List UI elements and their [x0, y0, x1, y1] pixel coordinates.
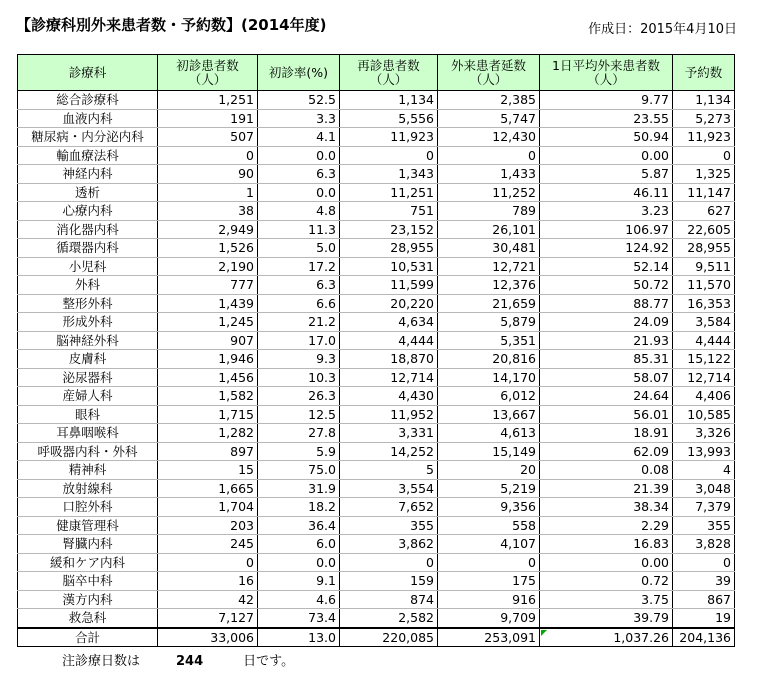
cell-revisit-patients: 11,599	[340, 276, 438, 295]
cell-daily-average: 106.97	[540, 220, 673, 239]
cell-first-visit-rate: 4.8	[258, 202, 340, 221]
cell-daily-average: 39.79	[540, 609, 673, 628]
cell-first-visit-patients: 1,526	[158, 239, 258, 258]
cell-revisit-patients: 11,923	[340, 128, 438, 147]
table-row	[18, 128, 735, 147]
cell-first-visit-patients: 1,251	[158, 91, 258, 110]
table-row	[18, 276, 735, 295]
cell-daily-average: 5.87	[540, 165, 673, 184]
table-row	[18, 461, 735, 480]
cell-department: 糖尿病・内分泌内科	[18, 128, 158, 147]
cell-daily-average: 50.72	[540, 276, 673, 295]
cell-first-visit-rate: 5.9	[258, 442, 340, 461]
cell-first-visit-patients: 1	[158, 183, 258, 202]
cell-first-visit-rate: 6.3	[258, 165, 340, 184]
cell-flag-icon	[541, 630, 547, 636]
cell-reservations: 39	[673, 572, 735, 591]
cell-daily-average: 50.94	[540, 128, 673, 147]
cell-department: 小児科	[18, 257, 158, 276]
cell-daily-average: 62.09	[540, 442, 673, 461]
cell-first-visit-rate: 21.2	[258, 313, 340, 332]
table-row	[18, 479, 735, 498]
cell-first-visit-rate: 3.3	[258, 109, 340, 128]
cell-daily-average: 2.29	[540, 516, 673, 535]
cell-department: 放射線科	[18, 479, 158, 498]
cell-daily-average: 124.92	[540, 239, 673, 258]
cell-first-visit-patients: 1,282	[158, 424, 258, 443]
cell-first-visit-patients: 7,127	[158, 609, 258, 628]
cell-first-visit-patients: 15	[158, 461, 258, 480]
note-label: 注診療日数は	[62, 654, 141, 669]
cell-reservations: 1,134	[673, 91, 735, 110]
cell-total-outpatients: 175	[438, 572, 540, 591]
cell-first-visit-rate: 0.0	[258, 183, 340, 202]
table-row	[18, 387, 735, 406]
cell-daily-average: 24.09	[540, 313, 673, 332]
cell-revisit-patients: 2,582	[340, 609, 438, 628]
cell-daily-average: 46.11	[540, 183, 673, 202]
cell-first-visit-rate: 12.5	[258, 405, 340, 424]
table-row	[18, 609, 735, 628]
cell-reservations: 0	[673, 146, 735, 165]
cell-first-visit-patients: 0	[158, 553, 258, 572]
cell-first-visit-patients: 1,582	[158, 387, 258, 406]
cell-first-visit-rate: 6.6	[258, 294, 340, 313]
cell-department: 透析	[18, 183, 158, 202]
cell-total-outpatients: 13,667	[438, 405, 540, 424]
cell-first-visit-rate: 0.0	[258, 553, 340, 572]
created-date: 作成日：2015年4月10日	[588, 22, 737, 37]
cell-total-outpatients: 253,091	[438, 628, 540, 647]
cell-revisit-patients: 751	[340, 202, 438, 221]
cell-reservations: 11,570	[673, 276, 735, 295]
cell-total-outpatients: 6,012	[438, 387, 540, 406]
cell-first-visit-patients: 1,715	[158, 405, 258, 424]
header-total-outpatients: 外来患者延数 （人）	[438, 55, 540, 91]
cell-first-visit-patients: 191	[158, 109, 258, 128]
footnote	[62, 650, 294, 669]
cell-first-visit-rate: 4.1	[258, 128, 340, 147]
cell-daily-average: 18.91	[540, 424, 673, 443]
table-row	[18, 183, 735, 202]
cell-department: 産婦人科	[18, 387, 158, 406]
cell-department: 呼吸器内科・外科	[18, 442, 158, 461]
cell-reservations: 3,584	[673, 313, 735, 332]
header-revisit-patients: 再診患者数 （人）	[340, 55, 438, 91]
cell-department: 腎臓内科	[18, 535, 158, 554]
table-row	[18, 257, 735, 276]
cell-total-outpatients: 558	[438, 516, 540, 535]
cell-revisit-patients: 7,652	[340, 498, 438, 517]
table-row	[18, 91, 735, 110]
cell-total-outpatients: 5,879	[438, 313, 540, 332]
cell-first-visit-rate: 0.0	[258, 146, 340, 165]
cell-total-outpatients: 20	[438, 461, 540, 480]
cell-reservations: 7,379	[673, 498, 735, 517]
cell-first-visit-rate: 36.4	[258, 516, 340, 535]
cell-first-visit-patients: 1,665	[158, 479, 258, 498]
note-unit: 日です。	[243, 654, 295, 669]
cell-department: 輸血療法科	[18, 146, 158, 165]
cell-first-visit-patients: 90	[158, 165, 258, 184]
cell-first-visit-patients: 897	[158, 442, 258, 461]
cell-daily-average: 9.77	[540, 91, 673, 110]
cell-total-outpatients: 9,356	[438, 498, 540, 517]
cell-total-outpatients: 5,219	[438, 479, 540, 498]
cell-total-outpatients: 0	[438, 146, 540, 165]
cell-first-visit-patients: 2,190	[158, 257, 258, 276]
cell-department: 脳神経外科	[18, 331, 158, 350]
cell-total-outpatients: 11,252	[438, 183, 540, 202]
cell-revisit-patients: 4,444	[340, 331, 438, 350]
table-row	[18, 331, 735, 350]
cell-total-outpatients: 12,430	[438, 128, 540, 147]
cell-total-outpatients: 12,721	[438, 257, 540, 276]
cell-reservations: 0	[673, 553, 735, 572]
cell-department: 泌尿器科	[18, 368, 158, 387]
table-row	[18, 239, 735, 258]
cell-department: 血液内科	[18, 109, 158, 128]
cell-reservations: 11,923	[673, 128, 735, 147]
cell-department: 緩和ケア内科	[18, 553, 158, 572]
header-daily-average: 1日平均外来患者数 （人）	[540, 55, 673, 91]
outpatient-table	[17, 54, 735, 647]
cell-reservations: 15,122	[673, 350, 735, 369]
cell-department: 口腔外科	[18, 498, 158, 517]
cell-first-visit-rate: 5.0	[258, 239, 340, 258]
table-row	[18, 109, 735, 128]
cell-reservations: 13,993	[673, 442, 735, 461]
cell-revisit-patients: 874	[340, 590, 438, 609]
cell-daily-average: 16.83	[540, 535, 673, 554]
cell-first-visit-patients: 38	[158, 202, 258, 221]
cell-first-visit-patients: 16	[158, 572, 258, 591]
cell-first-visit-rate: 27.8	[258, 424, 340, 443]
cell-total-outpatients: 2,385	[438, 91, 540, 110]
cell-daily-average: 52.14	[540, 257, 673, 276]
cell-revisit-patients: 14,252	[340, 442, 438, 461]
cell-department: 脳卒中科	[18, 572, 158, 591]
cell-daily-average: 23.55	[540, 109, 673, 128]
cell-reservations: 867	[673, 590, 735, 609]
cell-first-visit-patients: 907	[158, 331, 258, 350]
cell-total-outpatients: 14,170	[438, 368, 540, 387]
cell-total-outpatients: 1,433	[438, 165, 540, 184]
cell-revisit-patients: 3,862	[340, 535, 438, 554]
table-row	[18, 313, 735, 332]
table-row	[18, 165, 735, 184]
cell-first-visit-rate: 9.3	[258, 350, 340, 369]
cell-daily-average: 88.77	[540, 294, 673, 313]
cell-department: 耳鼻咽喉科	[18, 424, 158, 443]
cell-first-visit-rate: 26.3	[258, 387, 340, 406]
cell-daily-average: 56.01	[540, 405, 673, 424]
cell-daily-average: 58.07	[540, 368, 673, 387]
cell-reservations: 3,326	[673, 424, 735, 443]
cell-reservations: 11,147	[673, 183, 735, 202]
cell-revisit-patients: 10,531	[340, 257, 438, 276]
cell-department: 皮膚科	[18, 350, 158, 369]
cell-reservations: 3,048	[673, 479, 735, 498]
cell-reservations: 3,828	[673, 535, 735, 554]
table-row	[18, 220, 735, 239]
cell-revisit-patients: 20,220	[340, 294, 438, 313]
cell-reservations: 28,955	[673, 239, 735, 258]
cell-revisit-patients: 11,251	[340, 183, 438, 202]
cell-total-outpatients: 9,709	[438, 609, 540, 628]
cell-department: 健康管理科	[18, 516, 158, 535]
cell-reservations: 355	[673, 516, 735, 535]
table-row	[18, 498, 735, 517]
table-row	[18, 553, 735, 572]
cell-revisit-patients: 23,152	[340, 220, 438, 239]
cell-first-visit-rate: 11.3	[258, 220, 340, 239]
cell-department: 漢方内科	[18, 590, 158, 609]
cell-revisit-patients: 159	[340, 572, 438, 591]
cell-daily-average: 0.72	[540, 572, 673, 591]
cell-first-visit-patients: 1,456	[158, 368, 258, 387]
table-row	[18, 442, 735, 461]
cell-revisit-patients: 355	[340, 516, 438, 535]
cell-department: 救急科	[18, 609, 158, 628]
header-first-visit-rate: 初診率(%)	[258, 55, 340, 91]
cell-reservations: 5,273	[673, 109, 735, 128]
cell-department: 眼科	[18, 405, 158, 424]
cell-first-visit-rate: 18.2	[258, 498, 340, 517]
table-body	[18, 91, 735, 647]
cell-revisit-patients: 5,556	[340, 109, 438, 128]
cell-department: 神経内科	[18, 165, 158, 184]
cell-total-outpatients: 0	[438, 553, 540, 572]
cell-revisit-patients: 12,714	[340, 368, 438, 387]
cell-first-visit-rate: 73.4	[258, 609, 340, 628]
cell-first-visit-rate: 9.1	[258, 572, 340, 591]
cell-daily-average: 21.93	[540, 331, 673, 350]
page-title: 【診療科別外来患者数・予約数】(2014年度)	[16, 16, 327, 34]
header-first-visit-patients: 初診患者数 （人）	[158, 55, 258, 91]
table-row	[18, 572, 735, 591]
cell-department: 合計	[18, 628, 158, 647]
cell-total-outpatients: 5,351	[438, 331, 540, 350]
table-row	[18, 146, 735, 165]
cell-first-visit-patients: 1,946	[158, 350, 258, 369]
cell-reservations: 16,353	[673, 294, 735, 313]
cell-first-visit-patients: 507	[158, 128, 258, 147]
table-row	[18, 590, 735, 609]
cell-reservations: 204,136	[673, 628, 735, 647]
cell-first-visit-patients: 1,704	[158, 498, 258, 517]
cell-first-visit-patients: 33,006	[158, 628, 258, 647]
cell-first-visit-patients: 1,245	[158, 313, 258, 332]
cell-revisit-patients: 3,554	[340, 479, 438, 498]
cell-first-visit-rate: 13.0	[258, 628, 340, 647]
header-reservations: 予約数	[673, 55, 735, 91]
cell-first-visit-rate: 75.0	[258, 461, 340, 480]
cell-revisit-patients: 4,634	[340, 313, 438, 332]
cell-first-visit-rate: 4.6	[258, 590, 340, 609]
cell-revisit-patients: 1,343	[340, 165, 438, 184]
note-days: 244	[176, 654, 204, 669]
cell-department: 整形外科	[18, 294, 158, 313]
cell-department: 外科	[18, 276, 158, 295]
cell-daily-average: 1,037.26	[540, 628, 673, 647]
cell-department: 総合診療科	[18, 91, 158, 110]
cell-total-outpatients: 20,816	[438, 350, 540, 369]
cell-reservations: 627	[673, 202, 735, 221]
cell-reservations: 9,511	[673, 257, 735, 276]
cell-reservations: 10,585	[673, 405, 735, 424]
cell-department: 形成外科	[18, 313, 158, 332]
cell-daily-average: 21.39	[540, 479, 673, 498]
header-row	[18, 55, 735, 91]
total-row	[18, 628, 735, 647]
cell-first-visit-patients: 777	[158, 276, 258, 295]
cell-revisit-patients: 0	[340, 553, 438, 572]
cell-first-visit-patients: 245	[158, 535, 258, 554]
cell-first-visit-rate: 52.5	[258, 91, 340, 110]
cell-daily-average: 0.08	[540, 461, 673, 480]
cell-first-visit-rate: 10.3	[258, 368, 340, 387]
header-department: 診療科	[18, 55, 158, 91]
cell-daily-average: 85.31	[540, 350, 673, 369]
cell-daily-average: 24.64	[540, 387, 673, 406]
cell-total-outpatients: 916	[438, 590, 540, 609]
cell-total-outpatients: 30,481	[438, 239, 540, 258]
cell-first-visit-patients: 42	[158, 590, 258, 609]
cell-department: 心療内科	[18, 202, 158, 221]
cell-revisit-patients: 28,955	[340, 239, 438, 258]
cell-reservations: 1,325	[673, 165, 735, 184]
cell-revisit-patients: 3,331	[340, 424, 438, 443]
cell-revisit-patients: 5	[340, 461, 438, 480]
cell-total-outpatients: 26,101	[438, 220, 540, 239]
cell-total-outpatients: 789	[438, 202, 540, 221]
cell-first-visit-rate: 6.0	[258, 535, 340, 554]
cell-total-outpatients: 15,149	[438, 442, 540, 461]
cell-total-outpatients: 4,107	[438, 535, 540, 554]
table-row	[18, 424, 735, 443]
cell-daily-average: 3.75	[540, 590, 673, 609]
cell-total-outpatients: 4,613	[438, 424, 540, 443]
cell-reservations: 12,714	[673, 368, 735, 387]
cell-revisit-patients: 1,134	[340, 91, 438, 110]
cell-first-visit-patients: 2,949	[158, 220, 258, 239]
cell-revisit-patients: 220,085	[340, 628, 438, 647]
cell-total-outpatients: 5,747	[438, 109, 540, 128]
cell-revisit-patients: 0	[340, 146, 438, 165]
cell-revisit-patients: 4,430	[340, 387, 438, 406]
cell-daily-average: 3.23	[540, 202, 673, 221]
cell-department: 循環器内科	[18, 239, 158, 258]
cell-daily-average: 38.34	[540, 498, 673, 517]
cell-reservations: 4	[673, 461, 735, 480]
table-row	[18, 294, 735, 313]
cell-first-visit-patients: 1,439	[158, 294, 258, 313]
cell-total-outpatients: 21,659	[438, 294, 540, 313]
table-row	[18, 535, 735, 554]
cell-first-visit-patients: 0	[158, 146, 258, 165]
cell-first-visit-rate: 31.9	[258, 479, 340, 498]
cell-first-visit-patients: 203	[158, 516, 258, 535]
cell-reservations: 19	[673, 609, 735, 628]
cell-reservations: 4,406	[673, 387, 735, 406]
table-row	[18, 516, 735, 535]
cell-reservations: 22,605	[673, 220, 735, 239]
cell-department: 消化器内科	[18, 220, 158, 239]
table-row	[18, 350, 735, 369]
cell-reservations: 4,444	[673, 331, 735, 350]
cell-first-visit-rate: 17.2	[258, 257, 340, 276]
cell-daily-average: 0.00	[540, 146, 673, 165]
cell-revisit-patients: 11,952	[340, 405, 438, 424]
cell-first-visit-rate: 6.3	[258, 276, 340, 295]
cell-revisit-patients: 18,870	[340, 350, 438, 369]
cell-department: 精神科	[18, 461, 158, 480]
cell-total-outpatients: 12,376	[438, 276, 540, 295]
table-row	[18, 202, 735, 221]
cell-daily-average: 0.00	[540, 553, 673, 572]
cell-first-visit-rate: 17.0	[258, 331, 340, 350]
table-row	[18, 368, 735, 387]
table-row	[18, 405, 735, 424]
